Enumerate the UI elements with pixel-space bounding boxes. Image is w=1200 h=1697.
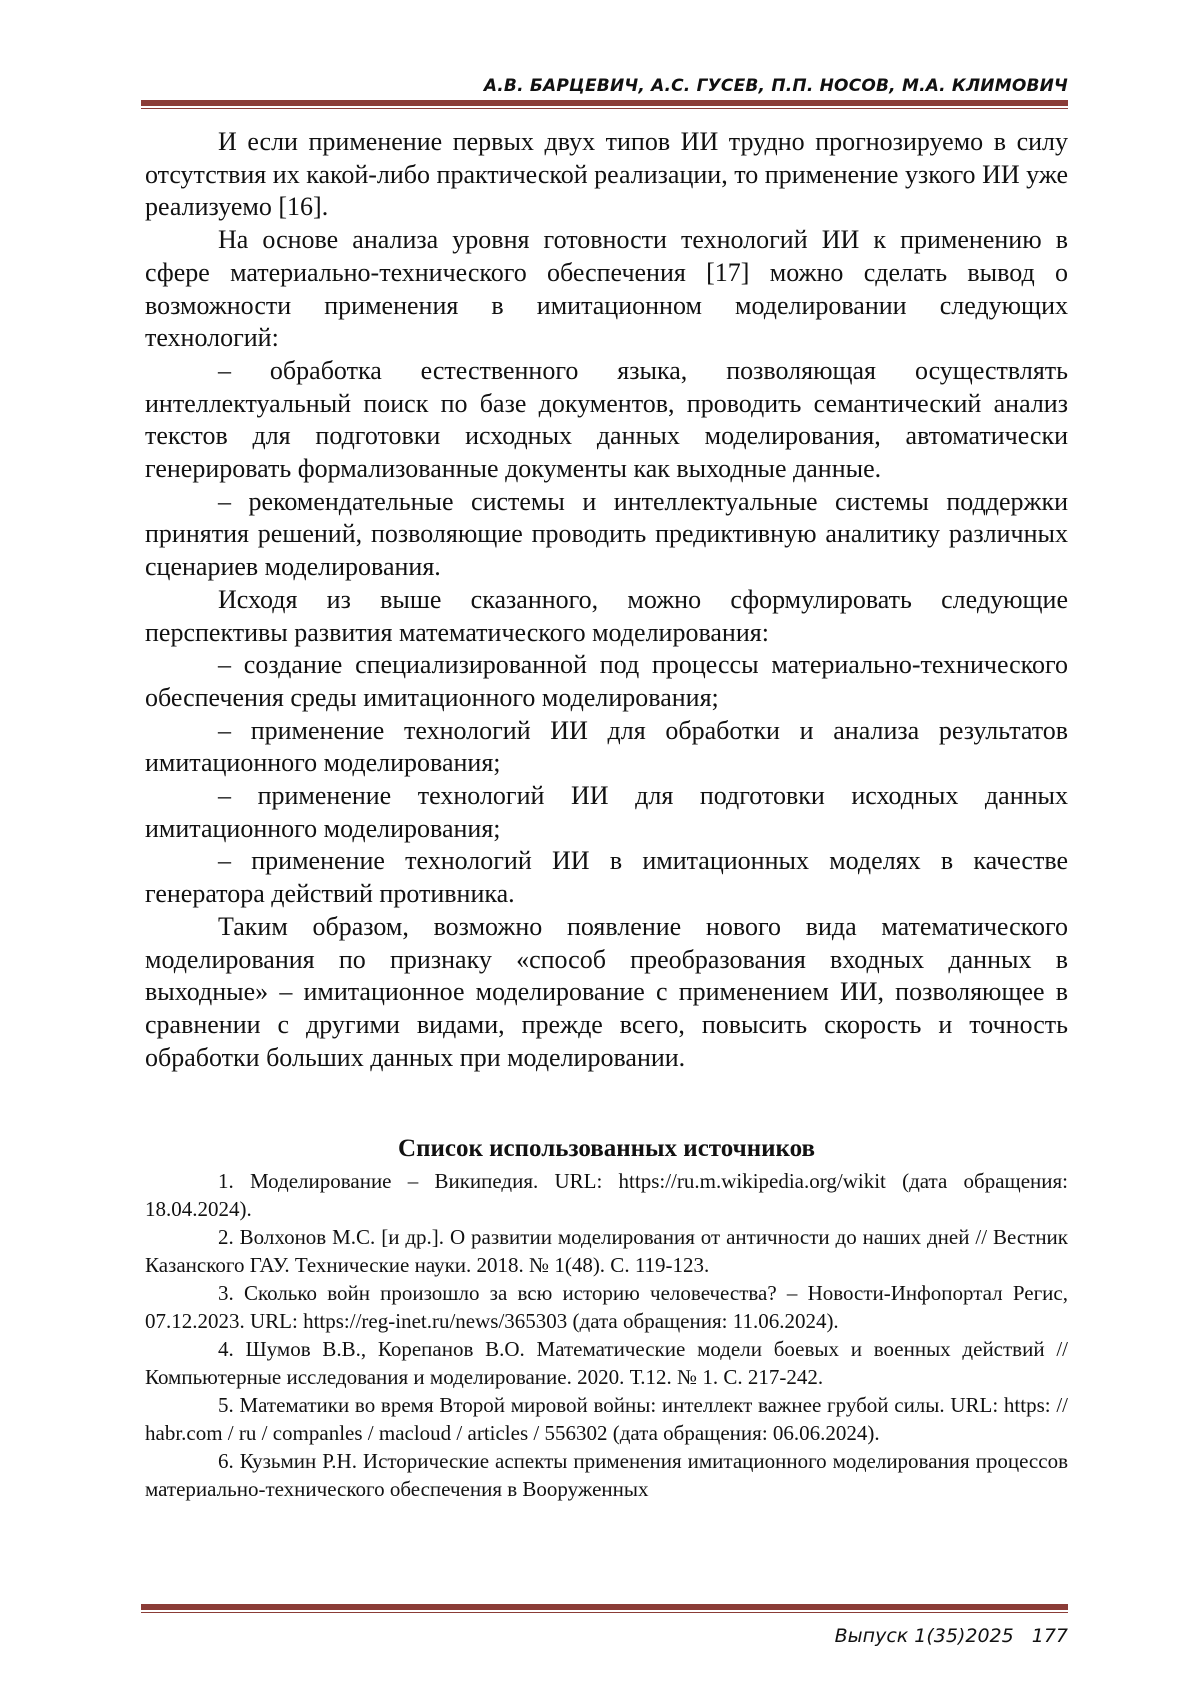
reference-item: 6. Кузьмин Р.Н. Исторические аспекты применения имитационного моделирования процессов материально-технического обеспечения в Вооруженных (145, 1448, 1068, 1503)
issue-label: Выпуск 1(35)2025 (835, 1625, 1014, 1647)
footer-rule-thin (141, 1612, 1068, 1613)
body-list-item: – применение технологий ИИ для обработки и анализа результатов имитационного моделирования; (145, 715, 1068, 780)
header-rule-thin (141, 108, 1068, 109)
references-title: Список использованных источников (145, 1134, 1068, 1164)
reference-item: 2. Волхонов М.С. [и др.]. О развитии моделирования от античности до наших дней // Вестник Казанского ГАУ. Технические науки. 2018. № 1(48). С. 119-123. (145, 1224, 1068, 1279)
reference-item: 4. Шумов В.В., Корепанов В.О. Математические модели боевых и военных действий // Компьютерные исследования и моделирование. 2020. Т.12. № 1. С. 217-242. (145, 1336, 1068, 1391)
body-paragraph: На основе анализа уровня готовности технологий ИИ к применению в сфере материально-технического обеспечения [17] можно сделать вывод о возможности применения в имитационном моделировании следующих технологий: (145, 224, 1068, 355)
references-list (145, 1168, 1068, 1503)
page-footer (835, 1625, 1068, 1647)
body-list-item: – обработка естественного языка, позволяющая осуществлять интеллектуальный поиск по базе документов, проводить семантический анализ текстов для подготовки исходных данных моделирования, автоматически генерировать формализованные документы как выходные данные. (145, 355, 1068, 486)
reference-item: 1. Моделирование – Википедия. URL: https://ru.m.wikipedia.org/wikit (дата обращения: 18.04.2024). (145, 1168, 1068, 1223)
running-header-authors: А.В. БАРЦЕВИЧ, А.С. ГУСЕВ, П.П. НОСОВ, М.А. КЛИМОВИЧ (484, 76, 1068, 96)
footer-rule (141, 1604, 1068, 1613)
body-list-item: – применение технологий ИИ для подготовки исходных данных имитационного моделирования; (145, 780, 1068, 845)
body-paragraph: Таким образом, возможно появление нового вида математического моделирования по признаку «способ преобразования входных данных в выходные» – имитационное моделирование с применением ИИ, позволяющее в сравнении с другими видами, прежде всего, повысить скорость и точность обработки больших данных при моделировании. (145, 911, 1068, 1075)
body-list-item: – применение технологий ИИ в имитационных моделях в качестве генератора действий противника. (145, 845, 1068, 910)
reference-item: 5. Математики во время Второй мировой войны: интеллект важнее грубой силы. URL: https: // habr.com / ru / companles / macloud / articles / 556302 (дата обращения: 06.06.2024). (145, 1392, 1068, 1447)
body-paragraph: И если применение первых двух типов ИИ трудно прогнозируемо в силу отсутствия их какой-либо практической реализации, то применение узкого ИИ уже реализуемо [16]. (145, 126, 1068, 224)
reference-item: 3. Сколько войн произошло за всю историю человечества? – Новости-Инфопортал Регис, 07.12.2023. URL: https://reg-inet.ru/news/365303 (дата обращения: 11.06.2024). (145, 1280, 1068, 1335)
header-rule (141, 100, 1068, 109)
header-rule-thick (141, 100, 1068, 106)
body-paragraph: Исходя из выше сказанного, можно сформулировать следующие перспективы развития математического моделирования: (145, 584, 1068, 649)
body-list-item: – рекомендательные системы и интеллектуальные системы поддержки принятия решений, позволяющие проводить предиктивную аналитику различных сценариев моделирования. (145, 486, 1068, 584)
journal-page (0, 0, 1200, 1697)
body-list-item: – создание специализированной под процессы материально-технического обеспечения среды имитационного моделирования; (145, 649, 1068, 714)
page-number: 177 (1032, 1625, 1068, 1647)
article-body (145, 126, 1068, 1074)
footer-rule-thick (141, 1604, 1068, 1610)
